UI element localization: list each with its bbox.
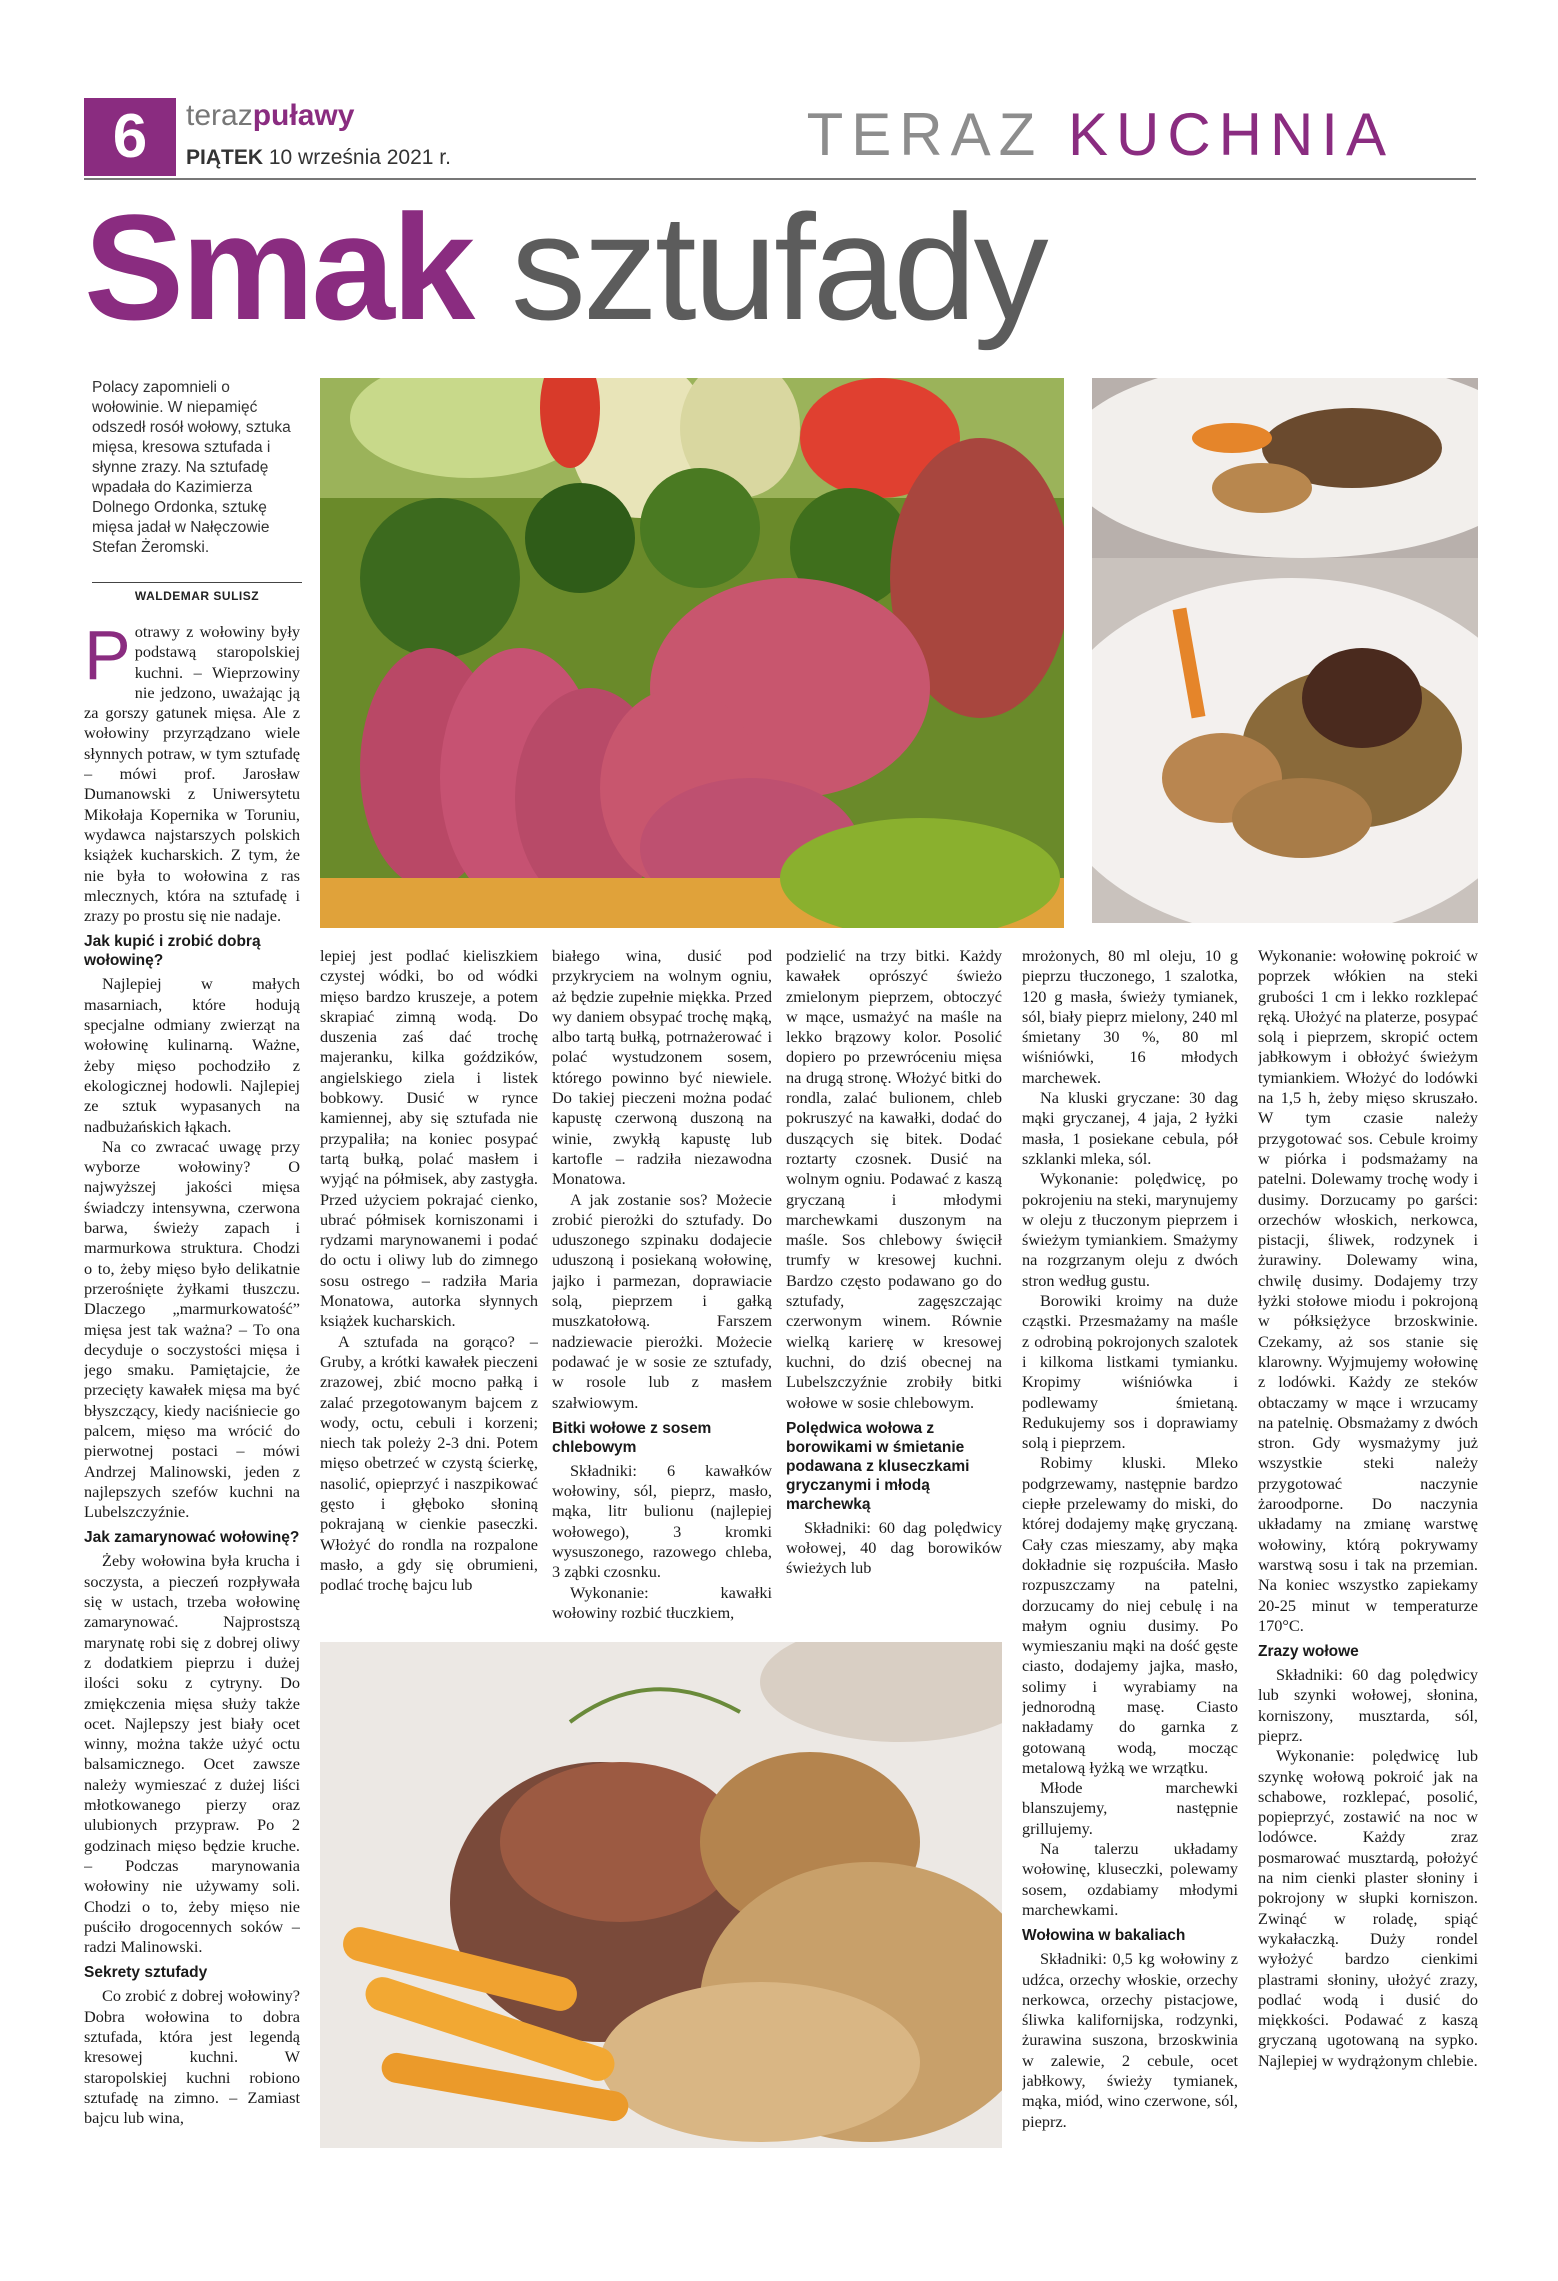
page-number: 6	[84, 98, 176, 176]
paragraph: mrożonych, 80 ml oleju, 10 g pieprzu tłuczonego, 1 szalotka, 120 g masła, świeży tymianek, sól, biały pieprz mielony, 240 ml śmietany 30 %, 80 ml wiśniówki, 16 młodych marchewek.	[1022, 946, 1238, 1087]
paragraph: A sztufada na gorąco? – Gruby, a krótki kawałek pieczeni zrazowej, zbić mocno pałką i zalać przegotowanym bajcem z wody, octu, cebuli i korzeni; niech tak poleży 2-3 dni. Potem mięso obetrzeć w czystą ścierkę, nasolić, opieprzyć i naszpikować gęsto i głęboko słoniną pokrajaną w cienkie paseczki. Włożyć do rondla na rozpalone masło, a gdy się obrumieni, podlać trochę bajcu lub	[320, 1331, 538, 1595]
photo-steak-image	[320, 1642, 1002, 2148]
headline	[84, 182, 1046, 352]
dateline-day: PIĄTEK	[186, 146, 264, 169]
paragraph: Robimy kluski. Mleko podgrzewamy, następnie bardzo ciepłe przelewamy do miski, do której dodajemy mąkę gryczaną. Cały czas mieszamy, aby mąka dokładnie się rozpuściła. Masło rozpuszczamy na patelni, dorzucamy do niej cebulę i na małym ogniu dusimy. Po wymieszaniu mąki na dość gęste ciasto, dodajemy jajka, masło, solimy i wyrabiamy na jednorodną masę. Ciasto nakładamy do garnka z gotowaną wodą, mocząc metalową łyżką we wrzątku.	[1022, 1453, 1238, 1777]
photo-steak	[320, 1642, 1002, 2148]
article-column-2	[320, 946, 538, 1636]
article-column-5	[1022, 946, 1238, 2160]
lead-paragraph: Polacy zapomnieli o wołowinie. W niepamięć odszedł rosół wołowy, sztuka mięsa, kresowa sztufada i słynne zrazy. Na sztufadę wpadała do Kazimierza Dolnego Ordonka, sztukę mięsa jadał w Nałęczowie Stefan Żeromski.	[92, 379, 291, 556]
photo-plate-top-image	[1092, 378, 1478, 923]
subheading-poledwica: Polędwica wołowa z borowikami w śmietanie podawana z kluseczkami gryczanymi i młodą marchewką	[786, 1419, 970, 1513]
paragraph: Składniki: 60 dag polędwicy wołowej, 40 dag borowików świeżych lub	[786, 1517, 1002, 1578]
section-title-part1: TERAZ	[806, 101, 1044, 168]
paragraph: podzielić na trzy bitki. Każdy kawałek oprószyć świeżo zmielonym pieprzem, obtoczyć w mące, usmażyć na maśle na lekko brązowy kolor. Posolić dopiero po przewróceniu mięsa na drugą stronę. Włożyć bitki do rondla, zalać bulionem, chleb pokruszyć na kawałki, dodać do duszących się bitek. Dodać roztarty czosnek. Dusić na wolnym ogniu. Podawać z kaszą gryczaną i młodymi marchewkami duszonym na maśle. Sos chlebowy święcił trumfy w kresowej kuchni. Bardzo często podawano go do sztufady, zagęszczając czerwonym winem. Równie wielką karierę w kresowej kuchni, do dziś obecnej na Lubelszczyźnie zrobiły bitki wołowe w sosie chlebowym.	[786, 946, 1002, 1412]
paragraph: otrawy z wołowiny były podstawą staropolskiej kuchni. – Wieprzowiny nie jedzono, uważając ją za gorszy gatunek mięsa. Ale z wołowiny przyrządzano wiele słynnych potraw, w tym sztufadę – mówi prof. Jarosław Dumanowski z Uniwersytetu Mikołaja Kopernika w Toruniu, wydawca najstarszych polskich książek kucharskich. Z tym, że nie była to wołowina z ras mlecznych, która na sztufadę i zrazy po prostu się nie nadaje.	[84, 622, 300, 926]
headline-word1: Smak	[84, 183, 473, 351]
subheading-bitki: Bitki wołowe z sosem chlebowym	[552, 1419, 712, 1456]
paragraph: Składniki: 6 kawałków wołowiny, sól, pieprz, masło, mąka, litr bulionu (najlepiej wołowego), 3 kromki wysuszonego, razowego chleba, 3 ząbki czosnku.	[552, 1460, 772, 1582]
photo-cold-cuts-image	[320, 378, 1064, 928]
paragraph: Wykonanie: polędwicę lub szynkę wołową pokroić jak na schabowe, rozklepać, posolić, popieprzyć, zostawić na noc w lodówce. Każdy zraz posmarować musztardą, położyć na nim cienki plaster słoniny i pokrojony w słupki korniszon. Zwinąć w roladę, spiąć wykałaczką. Duży rondel wyłożyć bardzo cienkimi plastrami słoniny, ułożyć zrazy, podlać wodą i dusić do miękkości. Podawać z kaszą gryczaną ugotowaną na sypko. Najlepiej w wydrążonym chlebie.	[1258, 1746, 1478, 2070]
section-title-part2: KUCHNIA	[1067, 101, 1394, 168]
subheading-sekrety: Sekrety sztufady	[84, 1964, 208, 1982]
headline-word2: sztufady	[510, 183, 1046, 351]
paragraph: Młode marchewki blanszujemy, następnie grillujemy.	[1022, 1778, 1238, 1838]
paragraph: lepiej jest podlać kieliszkiem czystej wódki, bo od wódki mięso bardzo kruszeje, a potem skrapiać zimną wodą. Do duszenia zaś dać trochę majeranku, kilka goździków, angielskiego ziela i listek bobkowy. Dusić w rynce kamiennej, aby się sztufada nie przypaliła; na koniec posypać tartą bułką, polać masłem i wyjąć na półmisek, aby zastygła. Przed użyciem pokrajać cienko, ubrać półmisek korniszonami i rydzami marynowanemi i podać do octu i oliwy lub do zimnego sosu ostrego – radziła Maria Monatowa, autorka słynnych książek kucharskich.	[320, 946, 538, 1331]
subheading-jak-kupic: Jak kupić i zrobić dobrą wołowinę?	[84, 933, 261, 970]
article-column-1	[84, 622, 300, 2162]
section-title	[807, 102, 1394, 168]
paragraph: Co zrobić z dobrej wołowiny? Dobra wołowina to dobra sztufada, która jest legendą kresowej kuchni. W staropolskiej kuchni robiono sztufadę na zimno. – Zamiast bajcu lub wina,	[84, 1986, 300, 2128]
paragraph: Borowiki kroimy na duże cząstki. Przesmażamy na maśle z odrobiną pokrojonych szalotek i kilkoma listkami tymianku. Kropimy wiśniówka i podlewamy śmietaną. Redukujemy sos i doprawiamy solą i pieprzem.	[1022, 1291, 1238, 1453]
paragraph: Wykonanie: wołowinę pokroić w poprzek włókien na steki grubości 1 cm i lekko rozklepać ręką. Ułożyć na platerze, posypać solą i pieprzem, skropić octem jabłkowym i obłożyć świeżym tymiankiem. Włożyć do lodówki na 1,5 h, żeby mięso skruszało. W tym czasie należy przygotować sos. Cebule kroimy w piórka i podsmażamy na patelni. Dolewamy trochę wody i dusimy. Dorzucamy po garści: orzechów włoskich, nerkowca, pistacji, śliwek, rodzynek i żurawiny. Dolewamy wina, chwilę dusimy. Dodajemy trzy łyżki stołowe miodu i pokrojoną w półksiężyce brzoskwinie. Czekamy, aż sos stanie się klarowny. Wyjmujemy wołowinę z lodówki. Każdy ze steków obtaczamy w mące i wrzucamy na patelnię. Obsmażamy z dwóch stron. Gdy wysmażymy już wszystkie steki należy przygotować naczynie żaroodporne. Do naczynia układamy na zmianę warstwę wołowiny, którą pokrywamy warstwą sosu i tak na przemian. Na koniec wszystko zapiekamy 20-25 minut w temperaturze 170°C.	[1258, 946, 1478, 1635]
article-column-3	[552, 946, 772, 1636]
paragraph: Składniki: 60 dag polędwicy lub szynki wołowej, słonina, korniszony, musztarda, sól, pieprz.	[1258, 1665, 1478, 1745]
brand-part1: teraz	[186, 99, 253, 132]
paragraph: Na talerzu układamy wołowinę, kluseczki, polewamy sosem, ozdabiamy młodymi marchewkami.	[1022, 1839, 1238, 1919]
paragraph: Najlepiej w małych masarniach, które hodują specjalne odmiany zwierząt na wołowinę kulinarną. Ważne, żeby mięso pochodziło z ekologicznej hodowli. Najlepiej ze sztuk wypasanych na nadbużańskich łąkach.	[84, 974, 300, 1136]
subheading-zrazy: Zrazy wołowe	[1258, 1643, 1359, 1661]
paragraph: białego wina, dusić pod przykryciem na wolnym ogniu, aż będzie zupełnie miękka. Przed wy daniem obsypać trochę mąką, albo tartą bułką, potrnażerować i polać wystudzonem sosem, którego powinno być niewiele. Do takiej pieczeni można podać kapustę czerwoną duszoną na winie, zwykłą kapustę lub kartofle – radziła niezawodna Monatowa.	[552, 946, 772, 1189]
dateline-date: 10 września 2021 r.	[268, 146, 451, 169]
photo-cold-cuts	[320, 378, 1064, 928]
article-column-6	[1258, 946, 1478, 2160]
dateline	[186, 146, 451, 170]
author-byline: WALDEMAR SULISZ	[92, 582, 302, 603]
newspaper-brand	[186, 98, 354, 134]
paragraph: Wykonanie: kawałki wołowiny rozbić tłuczkiem,	[552, 1582, 772, 1622]
paragraph: A jak zostanie sos? Możecie zrobić pierożki do sztufady. Do uduszonego szpinaku dodajecie uduszoną i posiekaną wołowinę, jajko i parmezan, doprawiacie solą, pieprzem i gałką muszkatołową. Farszem nadziewacie pierożki. Możecie podawać je w sosie ze sztufady, w rosole lub z masłem szałwiowym.	[552, 1189, 772, 1412]
article-column-4	[786, 946, 1002, 1636]
subheading-zamarynowac: Jak zamarynować wołowinę?	[84, 1529, 300, 1547]
paragraph: Żeby wołowina była krucha i soczysta, a pieczeń rozpływała się w ustach, trzeba wołowinę zamarynować. Najprostszą marynatę robi się z dobrej oliwy z dodatkiem pieprzu i dużej ilości soku z cytryny. Do zmiękczenia mięsa służy także ocet. Najlepszy jest biały ocet winny, można także użyć octu balsamicznego. Ocet zawsze należy wymieszać z dużej liści młotkowanego pierzy oraz ulubionych przypraw. Po 2 godzinach mięso będzie kruche. – Podczas marynowania wołowiny nie używamy soli. Chodzi o to, żeby mięso nie puściło drogocennych soków – radzi Malinowski.	[84, 1551, 300, 1957]
header-rule	[84, 178, 1476, 180]
photo-plate-top	[1092, 378, 1478, 923]
paragraph: Na kluski gryczane: 30 dag mąki gryczanej, 4 jaja, 2 łyżki masła, 1 posiekane cebula, pół szklanki mleka, sól.	[1022, 1088, 1238, 1168]
subheading-bakaliach: Wołowina w bakaliach	[1022, 1927, 1186, 1945]
dropcap: P	[84, 622, 131, 694]
paragraph: Wykonanie: polędwicę, po pokrojeniu na steki, marynujemy w oleju z tłuczonym pieprzem i świeżym tymiankiem. Smażymy na rozgrzanym oleju z dwóch stron według gustu.	[1022, 1169, 1238, 1290]
paragraph: Składniki: 0,5 kg wołowiny z udźca, orzechy włoskie, orzechy nerkowca, orzechy pistacjowe, śliwka kalifornijska, rodzynki, żurawina suszona, brzoskwinia w zalewie, 2 cebule, ocet jabłkowy, świeży tymianek, mąka, miód, wino czerwone, sól, pieprz.	[1022, 1949, 1238, 2131]
brand-part2: puławy	[252, 99, 355, 132]
paragraph: Na co zwracać uwagę przy wyborze wołowiny? O najwyższej jakości mięsa świadczy intensywna, czerwona barwa, świeży zapach i marmurkowa struktura. Chodzi o to, żeby mięso było delikatnie przerośnięte żyłkami tłuszczu. Dlaczego „marmurkowatość” mięsa jest tak ważna? – To ona decyduje o soczystości mięsa i jego smaku. Pamiętajcie, że przecięty kawałek mięsa ma być błyszczący, kiedy naciśniecie go palcem, mięso ma wrócić do pierwotnej postaci – mówi Andrzej Malinowski, jeden z najlepszych szefów kuchni na Lubelszczyźnie.	[84, 1136, 300, 1522]
